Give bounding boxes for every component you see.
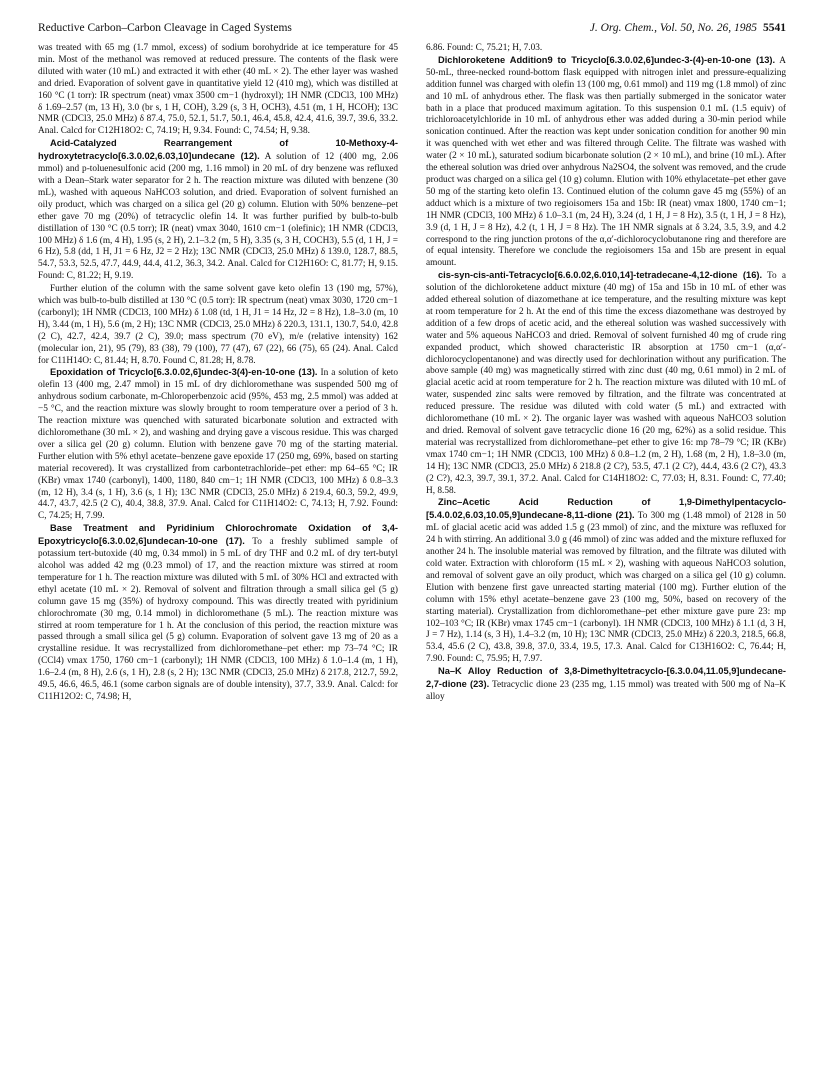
section-heading: cis-syn-cis-anti-Tetracyclo[6.6.0.02,6.010,14]-tetradecane-4,12-dione (16). (438, 270, 763, 281)
paragraph (426, 497, 786, 666)
journal-citation (590, 22, 786, 34)
paragraph-text: To a solution of the dichloroketene adduct mixture (40 mg) of 15a and 15b in 10 mL of ether was added ethereal solution of diazomethane at ice temperature, and the resulting mixture was kept at room temperature for 2 h. At the end of this time the excess diazomethane was destroyed by addition of a few drops of acetic acid, and the ethereal solution was washed successively with water and 5% aqueous NaHCO3 and dried. Removal of solvent furnished 40 mg of crude ring expanded product, which showed characteristic IR absorption at 1750 cm−1 (α,α′-dichlorocyclopentanone) and was directly used for dechlorination without any purification. The above sample (40 mg) was magnetically stirred with zinc dust (40 mg, 0.61 mmol) in 2 mL of glacial acetic acid at room temperature for 2 h. The reaction mixture was diluted with 10 mL of water, suspended zinc salts were removed by filtration, and the filtrate was concentrated at reduced pressure. The residue was diluted with cold water (5 mL) and extracted with dichloromethane (10 mL × 2). The organic layer was washed with aqueous NaHCO3 solution and dried. Removal of solvent gave tetracyclic dione 16 (20 mg, 62%) as a solid residue. This material was recrystallized from dichloromethane–pet ether to give 16: mp 78–79 °C; IR (KBr) νmax 1740 cm−1; 1H NMR (CDCl3, 100 MHz) δ 0.8–1.2 (m, 2 H), 1.68 (m, 2 H), 1.8–3.0 (m, 14 H); 13C NMR (CDCl3, 25.0 MHz) δ 218.8 (2 C?), 53.5, 47.1 (2 C?), 44.4, 43.6 (2 C?), 43.3 (2 C?), 42.3, 39.7, 39.1, 37.2. Anal. Calcd for C14H18O2: C, 77.03; H, 8.31. Found: C, 77.40; H, 8.58. (426, 271, 786, 496)
paragraph (426, 42, 786, 55)
paragraph (426, 270, 786, 497)
paragraph-text: A 50-mL, three-necked round-bottom flask equipped with nitrogen inlet and pressure-equalizing addition funnel was charged with olefin 13 (100 mg, 0.61 mmol) and 119 mg (1.8 mmol) of zinc and 10 mL of anhydrous ether. The flask was then partially submerged in the sonicator water bath in a place that produced maximum agitation. To this suspension 0.1 mL (1.5 equiv) of trichloroacetylchloride in 10 mL of anhydrous ether was added during a 30-min period while sonication continued. After the reaction was kept under sonication condition for another 90 min it was quenched with wet ether and was filtered through Celite. The filtrate was washed with water (2 × 10 mL), saturated sodium bicarbonate solution (2 × 10 mL), and brine (10 mL). After the ethereal solution was dried over anhydrous Na2SO4, the solvent was removed, and the crude product was charged on a silica gel (10 g) column. Elution with 10% ethylacetate–pet ether gave 50 mg of the starting keto olefin 13. Continued elution of the column gave 45 mg (55%) of an adduct which is a mixture of two regioisomers 15a and 15b: IR (neat) νmax 1800, 1740 cm−1; 1H NMR (CDCl3, 100 MHz) δ 1.0–3.1 (m, 24 H), 3.24 (d, 1 H, J = 8 Hz), 3.5 (t, 1 H, J = 8 Hz), 3.9 (d, 1 H, J = 8 Hz), 4.2 (t, 1 H, J = 8 Hz). The 1H NMR signals at δ 3.24, 3.5, 3.9, and 4.2 correspond to the ring junction protons of the α,α′-dichlorocyclobutanone ring and therefore are of equal intensity. Therefore we conclude the regioisomers 15a and 15b are present in equal amount. (426, 55, 786, 269)
paragraph-text: 6.86. Found: C, 75.21; H, 7.03. (426, 43, 543, 53)
paragraph-text: Tetracyclic dione 23 (235 mg, 1.15 mmol) was treated with 500 mg of Na–K alloy (426, 680, 786, 702)
paragraph-text: To a freshly sublimed sample of potassium tert-butoxide (40 mg, 0.34 mmol) in 5 mL of dry THF and 0.2 mL of dry tert-butyl alcohol was added 42 mg (0.23 mmol) of 17, and the reaction mixture was stirred at room temperature for 1 h. The reaction mixture was diluted with 5 mL of 30% HCl and extracted with ethyl acetate (10 mL × 2). Removal of solvent and filtration through a small silica gel (5 g) column gave 15 mg (35%) of hydroxy compound. This was directly treated with pyridinium chlorochromate (30 mg, 0.14 mmol) in dichloromethane (5 mL). The reaction mixture was stirred at room temperature for 1 h. At the conclusion of this period, the reaction mixture was passed through a small silica gel (5 g) column. Evaporation of solvent gave 13 mg of 20 as a crystalline residue. It was recrystallized from dichloromethane–pet ether: mp 73–74 °C; IR (CCl4) νmax 1750, 1760 cm−1 (carbonyl); 1H NMR (CDCl3, 100 MHz) δ 1.0–1.4 (m, 1 H), 1.6–2.4 (m, 8 H), 2.6 (s, 1 H), 2.8 (s, 2 H); 13C NMR (CDCl3, 25.0 MHz) δ 217.8, 212.7, 59.2, 49.5, 46.6, 46.5, 46.1 (some carbon signals are of double intensity), 37.7, 33.9. Anal. Calcd: for C11H12O2: C, 74.98; H, (38, 537, 398, 702)
section-heading: Zinc–Acetic Acid Reduction of 1,9-Dimethylpentacyclo-[5.4.0.02,6.03,10.05,9]undecane-8,11-dione (21). (426, 497, 786, 521)
running-header (38, 22, 786, 38)
paragraph (38, 138, 398, 283)
right-column (426, 42, 786, 704)
section-heading: Na–K Alloy Reduction of 3,8-Dimethyltetracyclo-[6.3.0.04,11.05,9]undecane-2,7-dione (23). (426, 666, 786, 690)
paragraph-text: Further elution of the column with the same solvent gave keto olefin 13 (190 mg, 57%), which was bulb-to-bulb distilled at 130 °C (0.5 torr): IR spectrum (neat) νmax 3030, 1720 cm−1 (carbonyl); 1H NMR (CDCl3, 100 MHz) δ 1.08 (td, 1 H, J1 = 14 Hz, J2 = 8 Hz), 1.8–3.0 (m, 10 H), 3.44 (m, 1 H), 5.6 (m, 2 H); 13C NMR (CDCl3, 25.0 MHz) δ 220.3, 131.1, 130.7, 54.0, 42.8 (2 C), 42.7, 42.4, 39.7 (2 C), 39.0; mass spectrum (70 eV), m/e (relative intensity) 162 (molecular ion, 21), 95 (79), 83 (38), 79 (100), 77 (47), 67 (22), 66 (75), 65 (24). Anal. Calcd for C11H14O: C, 81.44; H, 8.70. Found C, 81.28; H, 8.78. (38, 284, 398, 366)
section-heading: Dichloroketene Addition9 to Tricyclo[6.3.0.02,6]undec-3-(4)-en-10-one (13). (438, 54, 776, 65)
paragraph (426, 55, 786, 270)
paragraph (38, 42, 398, 138)
paragraph-text: was treated with 65 mg (1.7 mmol, excess) of sodium borohydride at ice temperature for 45 min. Most of the methanol was removed at reduced pressure. The contents of the flask were diluted with water (10 mL) and extracted it with ether (40 mL × 2). The ether layer was washed and dried. Evaporation of solvent gave in quantitative yield 12 (410 mg), which was distilled at 160 °C (1 torr): IR spectrum (neat) νmax 3500 cm−1 (hydroxyl); 1H NMR (CDCl3, 100 MHz) δ 1.69–2.57 (m, 13 H), 3.0 (br s, 1 H, COH), 3.29 (s, 3 H, OCH3), 4.51 (m, 1 H, HCOH); 13C NMR (CDCl3, 25.0 MHz) δ 87.4, 75.0, 52.1, 51.7, 50.1, 46.4, 45.8, 42.4, 41.6, 39.7, 39.6, 33.2. Anal. Calcd for C12H18O2: C, 74.19; H, 9.34. Found: C, 74.54; H, 9.38. (38, 43, 398, 137)
paragraph (38, 367, 398, 523)
paragraph-text: In a solution of keto olefin 13 (400 mg, 2.47 mmol) in 15 mL of dry dichloromethane was suspended 500 mg of anhydrous sodium carbonate, m-Chloroperbenzoic acid (95%, 453 mg, 2.5 mmol) was added at −5 °C, and the reaction mixture was slowly brought to room temperature over a period of 3 h. The reaction mixture was quenched with saturated bicarbonate solution and extracted with dichloromethane (30 mL × 2), and washing and drying gave a viscous residue. This was charged over a silica gel (20 g) column. Elution with benzene gave 70 mg of the starting material. Further elution with 5% ethyl acetate–benzene gave epoxide 17 (250 mg, 69%, based on starting material recovered). It was crystallized from carbontetrachloride–pet ether: mp 64–65 °C; IR (KBr) νmax 1740 (carbonyl), 1400, 1180, 840 cm−1; 1H NMR (CDCl3, 100 MHz) δ 0.8–3.3 (m, 12 H), 3.4 (s, 1 H), 3.6 (s, 1 H); 13C NMR (CDCl3, 25.0 MHz) δ 219.4, 60.3, 59.2, 49.9, 44.7, 43.7, 42.5 (2 C), 40.4, 38.8, 37.9. Anal. Calcd for C11H14O2: C, 74.13; H, 7.92. Found: C, 74.25; H, 7.99. (38, 368, 398, 522)
running-title: Reductive Carbon–Carbon Cleavage in Caged Systems (38, 22, 292, 34)
paragraph-text: To 300 mg (1.48 mmol) of 2128 in 50 mL of glacial acetic acid was added 1.5 g (23 mmol) of zinc, and the mixture was refluxed for 24 h with stirring. An additional 3.0 g (46 mmol) of zinc was added and the mixture refluxed for another 24 h. The insoluble material was removed by filtration, and the filtrate was diluted with cold water. Extraction with chloroform (15 mL × 2), washing with aqueous NaHCO3 solution, and removal of solvent gave an oily product, which was charged on a silica gel (10 g) column. Elution with benzene first gave unreacted starting material (100 mg). Further elution of the column with 15% ethyl acetate–benzene gave 23 (100 mg, 50%, based on recovery of the starting material). Crystallization from dichloromethane–pet ether mixture gave pure 23: mp 102–103 °C; IR (KBr) νmax 1745 cm−1 (carbonyl). 1H NMR (CDCl3, 100 MHz) δ 1.1 (d, 3 H, J = 7 Hz), 1.14 (s, 3 H), 1.4–3.2 (m, 10 H); 13C NMR (CDCl3, 25.0 MHz) δ 220.3, 218.5, 66.8, 53.4, 45.6 (2 C), 43.8, 39.8, 37.0, 33.4, 19.5, 17.3. Anal. Calcd for C13H16O2: C, 76.44; H, 7.90. Found: C, 75.95; H, 7.97. (426, 511, 787, 665)
section-heading: Base Treatment and Pyridinium Chlorochromate Oxidation of 3,4-Epoxytricyclo[6.3.0.02,6]undecan-10-one (17). (38, 523, 398, 547)
paragraph (426, 666, 786, 704)
section-heading: Epoxidation of Tricyclo[6.3.0.02,6]undec-3(4)-en-10-one (13). (50, 367, 318, 378)
journal-name: J. Org. Chem., Vol. 50, No. 26, 1985 (589, 22, 757, 34)
left-column (38, 42, 398, 704)
paragraph-text: A solution of 12 (400 mg, 2.06 mmol) and p-toluenesulfonic acid (200 mg, 1.16 mmol) in 20 mL of dry benzene was refluxed with a Dean–Stark water separator for 2 h. The reaction mixture was diluted with benzene (30 mL), washed with aqueous NaHCO3 solution, and dried. Evaporation of solvent furnished an oily product, which was charged on a silica gel (20 g) column. Elution with 50% benzene–pet ether gave 70 mg (20%) of tetracyclic olefin 14. It was further purified by bulb-to-bulb distillation of 130 °C (0.5 torr); IR (neat) νmax 3040, 1610 cm−1 (olefinic); 1H NMR (CDCl3, 100 MHz) δ 1.6 (m, 4 H), 1.95 (s, 2 H), 2.1–3.2 (m, 5 H), 3.35 (s, 3 H, COCH3), 5.5 (d, 1 H, J = 6 Hz), 5.8 (dd, 1 H, J1 = 6 Hz, J2 = 2 Hz); 13C NMR (CDCl3, 25.0 MHz) δ 139.0, 128.7, 88.5, 54.7, 53.3, 52.5, 47.7, 44.9, 44.4, 41.2, 36.3, 34.2. Anal. Calcd for C12H16O: C, 81.77; H, 9.15. Found: C, 81.22; H, 9.19. (38, 152, 398, 282)
paragraph (38, 283, 398, 367)
paragraph (38, 523, 398, 704)
section-heading: Acid-Catalyzed Rearrangement of 10-Methoxy-4-hydroxytetracyclo[6.3.0.02,6.03,10]undecane (12). (38, 138, 398, 162)
page-number: 5541 (763, 22, 786, 34)
